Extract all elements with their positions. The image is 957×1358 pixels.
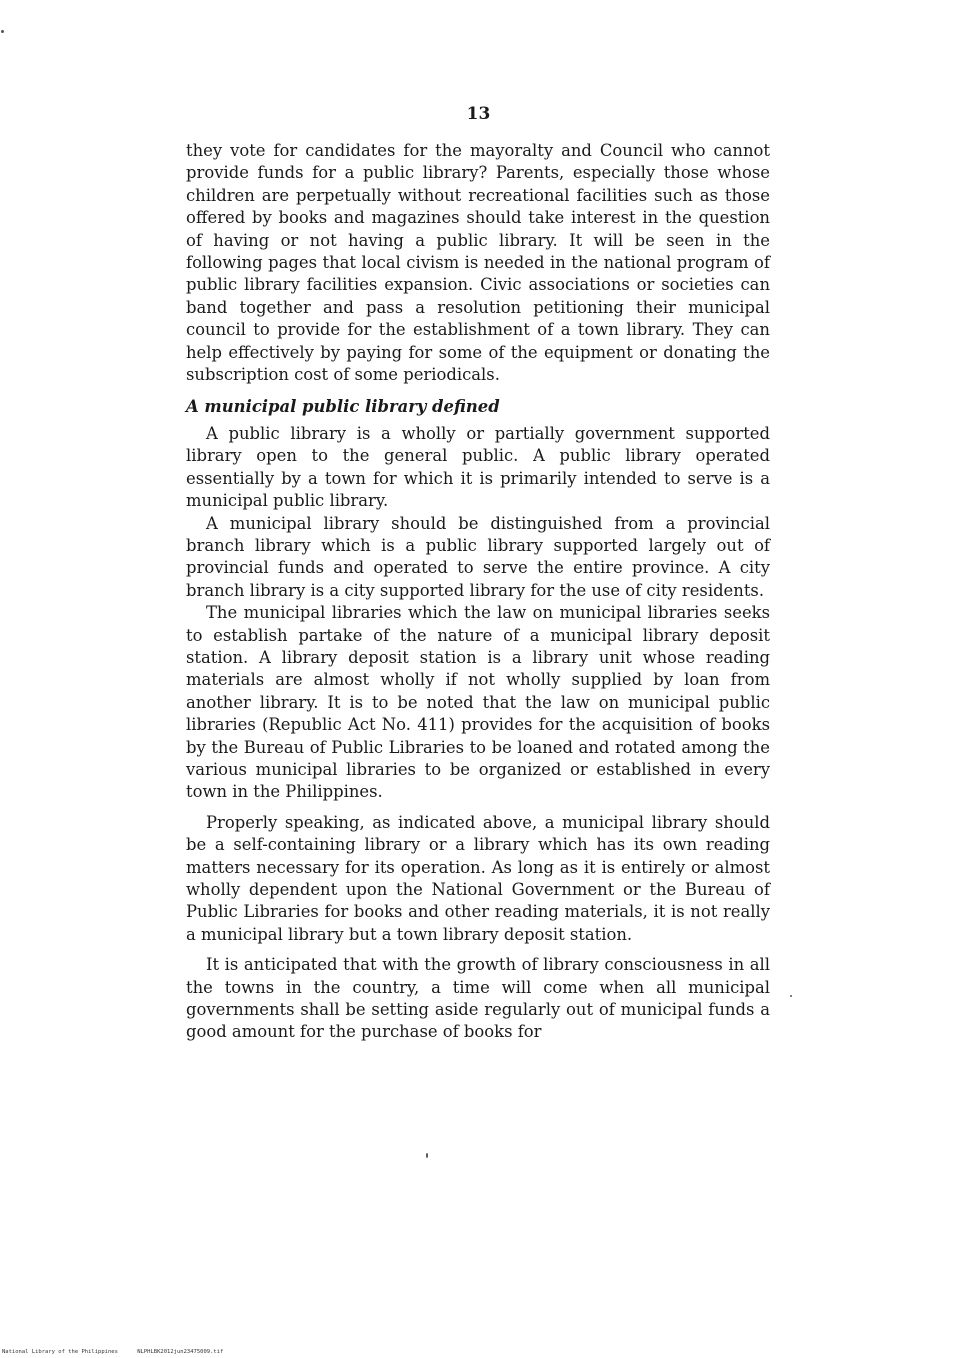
section-heading: A municipal public library defined <box>186 397 500 417</box>
scan-footer <box>2 1349 239 1355</box>
paragraph: It is anticipated that with the growth of library consciousness in all the towns in the country, a time will come when all municipal governments shall be setting aside regularly out of municipal funds a good amount for the purchase of books for <box>186 955 770 1042</box>
paragraph: A municipal library should be distinguished from a provincial branch library which is a public library supported largely out of provincial funds and operated to serve the entire province. A city branch library is a city supported library for the use of city residents. <box>186 513 770 600</box>
paragraph: they vote for candidates for the mayoralty and Council who cannot provide funds for a public library? Parents, especially those whose children are perpetually without recreational facilities such as those offered by books and magazines should take interest in the question of having or not having a public library. It will be seen in the following pages that local civism is needed in the national program of public library facilities expansion. Civic associations or societies can band together and pass a resolution petitioning their municipal council to provide for the establishment of a town library. They can help effectively by paying for some of the equipment or donating the subscription cost of some periodicals. <box>186 141 770 385</box>
footer-filename: NLPHLBK2012jun23475009.tif <box>137 1349 224 1355</box>
footer-source: National Library of the Philippines <box>2 1349 118 1355</box>
page-number: 13 <box>466 104 491 124</box>
body-text <box>186 140 770 1044</box>
scan-speck <box>1 30 4 33</box>
paragraph: A public library is a wholly or partially government supported library open to the general public. A public library operated essentially by a town for which it is primarily intended to serve is a municipal public library. <box>186 423 770 511</box>
scan-speck <box>426 1153 428 1158</box>
paragraph: Properly speaking, as indicated above, a municipal library should be a self-containing library or a library which has its own reading matters necessary for its operation. As long as it is entirely or almost wholly dependent upon the National Government or the Bureau of Public Libraries for books and other reading materials, it is not really a municipal library but a town library deposit station. <box>186 812 770 944</box>
paragraph: The municipal libraries which the law on municipal libraries seeks to establish partake of the nature of a municipal library deposit station. A library deposit station is a library unit whose reading materials are almost wholly if not wholly supplied by loan from another library. It is to be noted that the law on municipal public libraries (Republic Act No. 411) provides for the acquisition of books by the Bureau of Public Libraries to be loaned and rotated among the various municipal libraries to be organized or established in every town in the Philippines. <box>186 603 770 802</box>
scan-speck <box>790 995 792 997</box>
